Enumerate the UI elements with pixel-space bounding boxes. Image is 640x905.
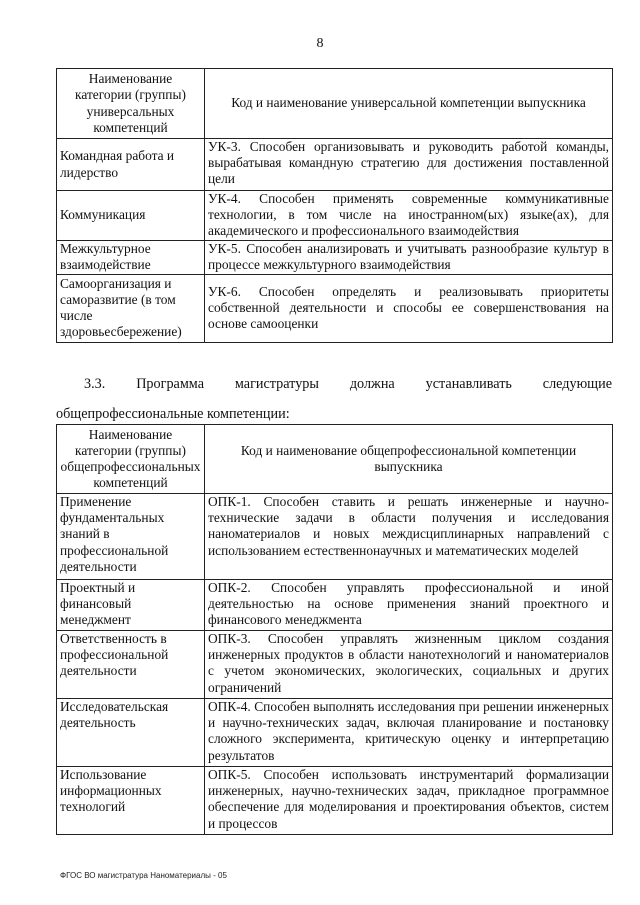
description-cell: ОПК-1. Способен ставить и решать инженерные и научно-технические задачи в области получения и исследования наноматериалов и новых междисциплинарных направлений с использованием естественнонаучных и математических моделей [205, 494, 613, 580]
table-row [57, 139, 613, 191]
description-cell: ОПК-4. Способен выполнять исследования при решении инженерных и научно-технических задач, включая планирование и постановку сложного эксперимента, критическую оценку и интерпретацию результатов [205, 699, 613, 767]
header-category-cell: Наименование категории (группы) общепрофессиональных компетенций [57, 425, 205, 494]
description-cell: ОПК-3. Способен управлять жизненным циклом создания инженерных продуктов в области нанотехнологий и наноматериалов с учетом экономических, экологических, социальных и других ограничений [205, 631, 613, 699]
table-row [57, 240, 613, 274]
header-code-cell: Код и наименование универсальной компетенции выпускника [205, 69, 613, 139]
category-cell: Самоорганизация и саморазвитие (в том числе здоровьесбережение) [57, 274, 205, 342]
description-cell: УК-6. Способен определять и реализовывать приоритеты собственной деятельности и способы ее совершенствования на основе самооценки [205, 274, 613, 342]
category-cell: Коммуникация [57, 191, 205, 241]
table-header-row [57, 69, 613, 139]
description-cell: ОПК-2. Способен управлять профессиональной и иной деятельностью на основе применения знаний проектного и финансового менеджмента [205, 580, 613, 631]
category-cell: Ответственность в профессиональной деятельности [57, 631, 205, 699]
section-paragraph [56, 372, 612, 428]
category-cell: Применение фундаментальных знаний в профессиональной деятельности [57, 494, 205, 580]
description-cell: УК-5. Способен анализировать и учитывать разнообразие культур в процессе межкультурного взаимодействия [205, 240, 613, 274]
paragraph-line-2: общепрофессиональные компетенции: [56, 406, 290, 422]
table-row [57, 699, 613, 767]
category-cell: Исследовательская деятельность [57, 699, 205, 767]
table-row [57, 191, 613, 241]
table-header-row [57, 425, 613, 494]
table-row [57, 580, 613, 631]
category-cell: Командная работа и лидерство [57, 139, 205, 191]
table-row [57, 631, 613, 699]
table-row [57, 767, 613, 835]
category-cell: Использование информационных технологий [57, 767, 205, 835]
table-row [57, 274, 613, 342]
description-cell: ОПК-5. Способен использовать инструментарий формализации инженерных, научно-технических задач, прикладное программное обеспечение для моделирования и проектирования объектов, систем и процессов [205, 767, 613, 835]
universal-competencies-table [56, 68, 613, 343]
general-professional-competencies-table [56, 424, 613, 835]
description-cell: УК-4. Способен применять современные коммуникативные технологии, в том числе на иностранном(ых) языке(ах), для академического и профессионального взаимодействия [205, 191, 613, 241]
category-cell: Межкультурное взаимодействие [57, 240, 205, 274]
description-cell: УК-3. Способен организовывать и руководить работой команды, вырабатывая командную стратегию для достижения поставленной цели [205, 139, 613, 191]
footer-text: ФГОС ВО магистратура Наноматериалы - 05 [60, 871, 227, 880]
category-cell: Проектный и финансовый менеджмент [57, 580, 205, 631]
header-category-cell: Наименование категории (группы) универсальных компетенций [57, 69, 205, 139]
page-number: 8 [316, 36, 324, 51]
table-row [57, 494, 613, 580]
header-code-cell: Код и наименование общепрофессиональной компетенции выпускника [205, 425, 613, 494]
paragraph-line-1: 3.3. Программа магистратуры должна устанавливать следующие [84, 376, 612, 392]
